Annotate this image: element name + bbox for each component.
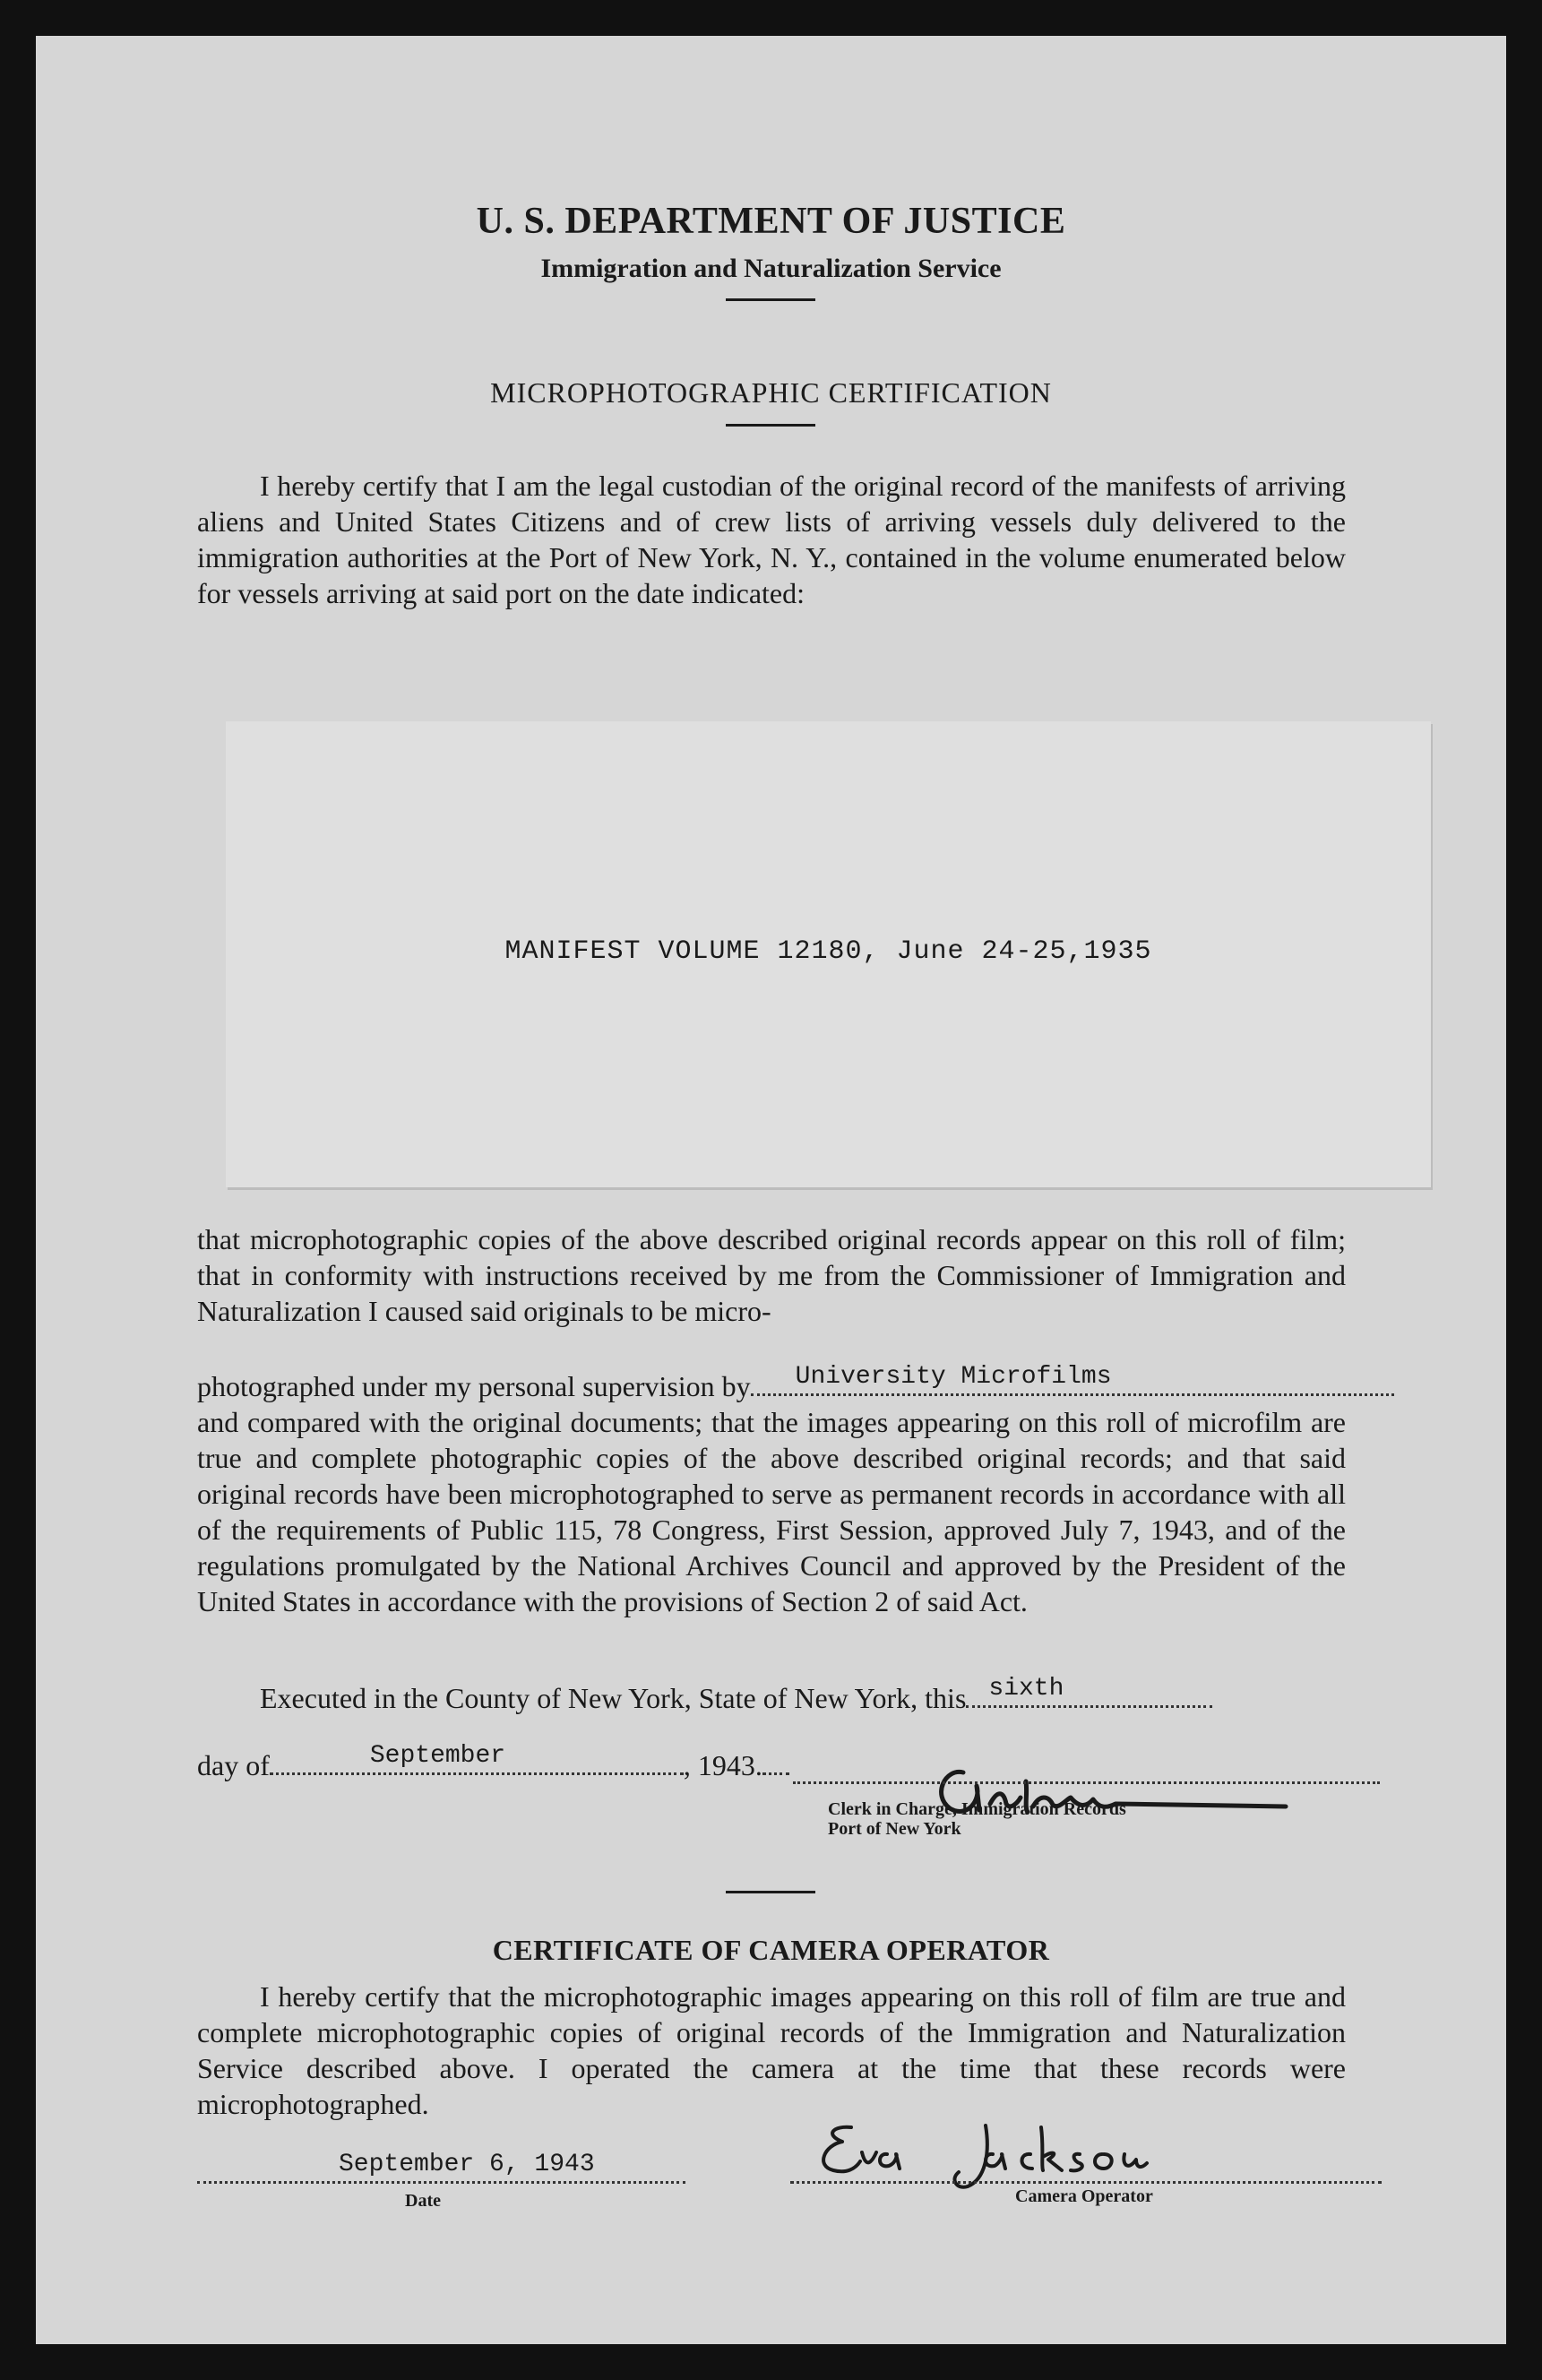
supervision-text: photographed under my personal supervision by [197,1370,751,1402]
executed-month-blank [270,1742,684,1775]
camera-operator-label: Camera Operator [1015,2186,1153,2206]
camera-certificate-paragraph: I hereby certify that the microphotographic images appearing on this roll of film are true and complete microphotographic copies of original records of the Immigration and Naturalization Service described above. I operated the camera at the time that these records were microphotographed. [197,1980,1346,2120]
manifest-label-card [226,721,1431,1187]
day-of-text: day of [197,1749,270,1781]
clerk-office: Port of New York [828,1819,961,1839]
intro-paragraph: I hereby certify that I am the legal custodian of the original record of the manifests of arriving aliens and United States Citizens and of crew lists of arriving vessels duly delivered to the immigration authorities at the Port of New York, N. Y., contained in the volume enumerated below for vessels arriving at said port on the date indicated: [197,470,1346,609]
camera-operator-signature [806,2117,1236,2197]
executed-text: Executed in the County of New York, State of New York, this [260,1682,967,1714]
camera-operator-line [790,2181,1382,2184]
divider [726,298,815,301]
body-paragraph-2: and compared with the original documents; that the images appearing on this roll of microfilm are true and complete photographic copies of the above described original records; and that said original records have been microphotographed to serve as permanent records in accordance with all of the requirements of Public 115, 78 Congress, First Session, approved July 7, 1943, and of the regulations promulgated by the National Archives Council and approved by the President of the United States in accordance with the provisions of Section 2 of said Act. [197,1406,1346,1617]
executed-month: September [369,1742,506,1770]
executed-day-blank [966,1675,1212,1708]
certification-title: MICROPHOTOGRAPHIC CERTIFICATION [490,376,1052,409]
camera-certificate-title: CERTIFICATE OF CAMERA OPERATOR [492,1934,1050,1966]
executed-line [260,1675,1212,1716]
microfilm-company: University Microfilms [795,1363,1112,1391]
date-line [197,2181,685,2184]
supervision-line [197,1363,1394,1404]
day-of-line [197,1742,789,1783]
department-title: U. S. DEPARTMENT OF JUSTICE [476,201,1066,242]
manifest-volume-label: MANIFEST VOLUME 12180, June 24-25,1935 [504,936,1152,967]
executed-day: sixth [988,1675,1064,1703]
executed-year: , 1943. [683,1749,762,1781]
date-label: Date [405,2191,441,2211]
microfilm-company-blank [751,1363,1394,1396]
clerk-title: Clerk in Charge, Immigration Records [828,1799,1126,1819]
camera-date: September 6, 1943 [339,2151,595,2178]
clerk-signature-line [793,1781,1380,1784]
divider [726,1891,815,1893]
year-dots [762,1772,789,1775]
certificate-page [36,36,1506,2344]
divider [726,424,815,427]
body-paragraph-1: that microphotographic copies of the above described original records appear on this roll of film; that in conformity with instructions received by me from the Commissioner of Immigration and Naturalization I caused said originals to be micro- [197,1223,1346,1327]
service-subtitle: Immigration and Naturalization Service [540,254,1002,283]
